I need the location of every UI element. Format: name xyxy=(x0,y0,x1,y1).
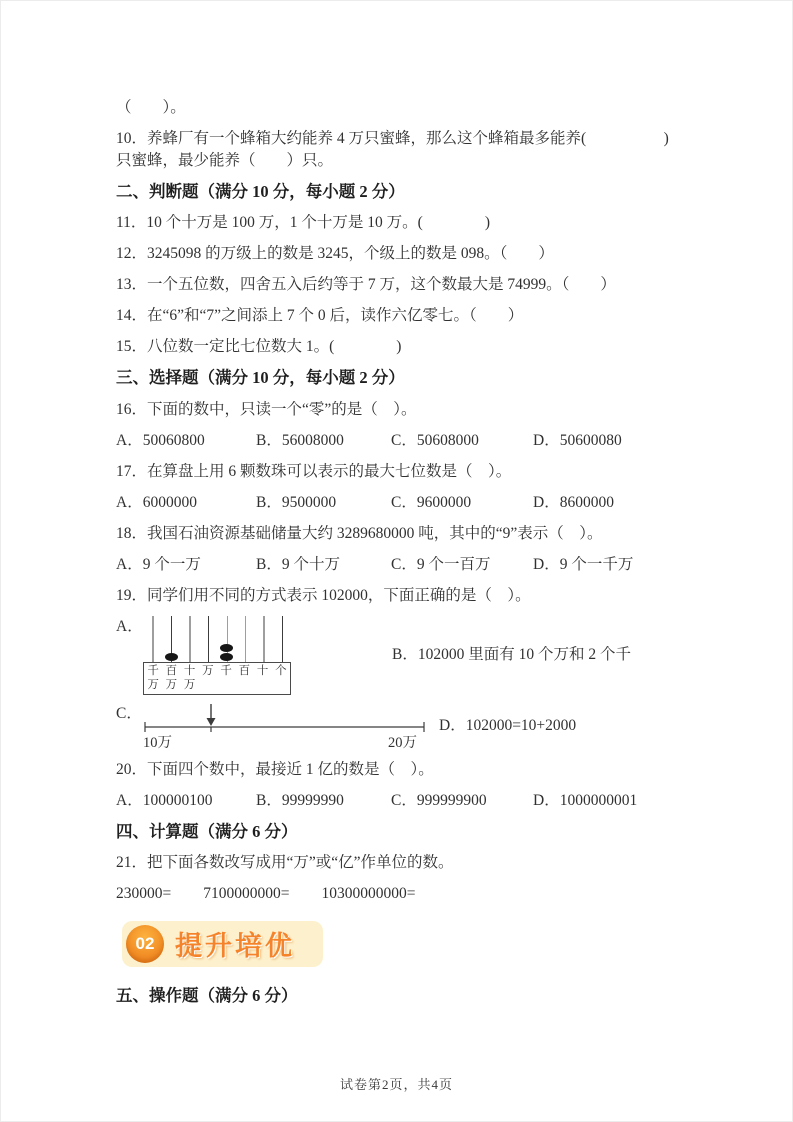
question-21-expressions xyxy=(116,883,682,905)
question-20-stem: 20．下面四个数中，最接近 1 亿的数是（ ）。 xyxy=(116,760,434,778)
place-label-empty xyxy=(199,678,217,692)
badge-label: 提升培优 xyxy=(175,931,295,962)
option-b: B．56008000 xyxy=(256,431,344,449)
expression: 230000= xyxy=(116,884,172,902)
place-label: 万 xyxy=(165,678,178,691)
place-label-empty xyxy=(272,678,290,692)
abacus-diagram xyxy=(143,616,293,695)
place-label: 百 xyxy=(238,664,251,677)
option-a: A．9 个一万 xyxy=(116,555,201,573)
abacus-place-labels xyxy=(143,662,291,695)
place-label: 个 xyxy=(275,664,287,677)
question-16-options xyxy=(116,430,682,452)
question-19-row-ab xyxy=(116,616,682,695)
option-a: A．6000000 xyxy=(116,493,197,511)
number-line-right-label: 20万 xyxy=(388,734,417,751)
question-19-row-cd xyxy=(116,703,682,751)
question-19-stem: 19．同学们用不同的方式表示 102000，下面正确的是（ ）。 xyxy=(116,586,531,604)
abacus-bead xyxy=(165,653,178,661)
question-16-stem: 16．下面的数中，只读一个“零”的是（ ）。 xyxy=(116,400,417,418)
down-arrow-icon xyxy=(207,718,216,726)
place-label: 万 xyxy=(183,678,196,691)
option-a: A．100000100 xyxy=(116,791,213,809)
place-label: 十 xyxy=(183,664,196,677)
place-label-empty xyxy=(254,678,272,692)
option-b: B．99999990 xyxy=(256,791,344,809)
carryover-blank-line: （ ）。 xyxy=(116,99,186,116)
option-d: D．102000=10+2000 xyxy=(439,716,577,734)
question-11: 11．10 个十万是 100 万，1 个十万是 10 万。( ) xyxy=(116,214,490,232)
place-label: 万 xyxy=(202,664,214,677)
question-17-options xyxy=(116,492,682,514)
option-c: C．9600000 xyxy=(391,493,472,511)
place-label: 万 xyxy=(147,678,159,691)
question-18-options xyxy=(116,554,682,576)
number-line-diagram xyxy=(143,703,431,751)
option-d: D．1000000001 xyxy=(533,791,638,809)
question-18-stem: 18．我国石油资源基础储量大约 3289680000 吨，其中的“9”表示（ ）。 xyxy=(116,524,603,542)
section-badge-tisheng-peiyou xyxy=(122,921,323,967)
question-12: 12．3245098 的万级上的数是 3245，个级上的数是 098。（ ） xyxy=(116,245,554,263)
number-line-left-label: 10万 xyxy=(143,734,172,751)
option-b: B．9 个十万 xyxy=(256,555,340,573)
option-c: C．9 个一百万 xyxy=(391,555,491,573)
section-title-judge: 二、判断题（满分 10 分，每小题 2 分） xyxy=(116,182,405,201)
number-line-svg xyxy=(143,703,431,733)
page-footer: 试卷第2页，共4页 xyxy=(339,1077,453,1092)
option-a: A．50060800 xyxy=(116,431,205,449)
section-title-operate: 五、操作题（满分 6 分） xyxy=(116,985,298,1005)
place-label: 千 xyxy=(220,664,232,677)
question-20-options xyxy=(116,790,682,812)
option-c-letter: C． xyxy=(116,704,142,722)
section-title-calc: 四、计算题（满分 6 分） xyxy=(116,821,298,841)
option-c: C．999999900 xyxy=(391,791,487,809)
question-10: 10．养蜂厂有一个蜂箱大约能养 4 万只蜜蜂，那么这个蜂箱最多能养( )只蜜蜂，最少能养（ ）只。 xyxy=(116,130,669,169)
question-14: 14．在“6”和“7”之间添上 7 个 0 后，读作六亿零七。（ ） xyxy=(116,307,524,325)
place-label-empty xyxy=(217,678,235,692)
section-title-choice: 三、选择题（满分 10 分，每小题 2 分） xyxy=(116,368,405,388)
abacus-bead xyxy=(220,653,233,661)
option-b: B．9500000 xyxy=(256,493,337,511)
question-13: 13．一个五位数，四舍五入后约等于 7 万，这个数最大是 74999。（ ） xyxy=(116,276,616,294)
abacus-rods xyxy=(144,616,292,662)
exam-content xyxy=(116,97,682,1016)
place-label-empty xyxy=(235,678,253,692)
option-c: C．50608000 xyxy=(391,431,479,449)
option-d: D．8600000 xyxy=(533,493,614,511)
question-21-stem: 21．把下面各数改写成用“万”或“亿”作单位的数。 xyxy=(116,853,454,871)
question-15: 15．八位数一定比七位数大 1。( ) xyxy=(116,338,402,356)
option-b: B．102000 里面有 10 个万和 2 个千 xyxy=(392,646,631,664)
place-label: 千 xyxy=(147,664,159,677)
option-a-letter: A． xyxy=(116,617,143,635)
abacus-bead xyxy=(220,644,233,652)
question-17-stem: 17．在算盘上用 6 颗数珠可以表示的最大七位数是（ ）。 xyxy=(116,462,512,480)
expression: 7100000000= xyxy=(203,884,290,902)
place-label: 十 xyxy=(256,664,269,677)
option-d: D．9 个一千万 xyxy=(533,555,634,573)
option-d: D．50600080 xyxy=(533,431,622,449)
expression: 10300000000= xyxy=(321,884,416,902)
badge-number: 02 xyxy=(126,925,164,963)
place-label: 百 xyxy=(165,664,178,677)
